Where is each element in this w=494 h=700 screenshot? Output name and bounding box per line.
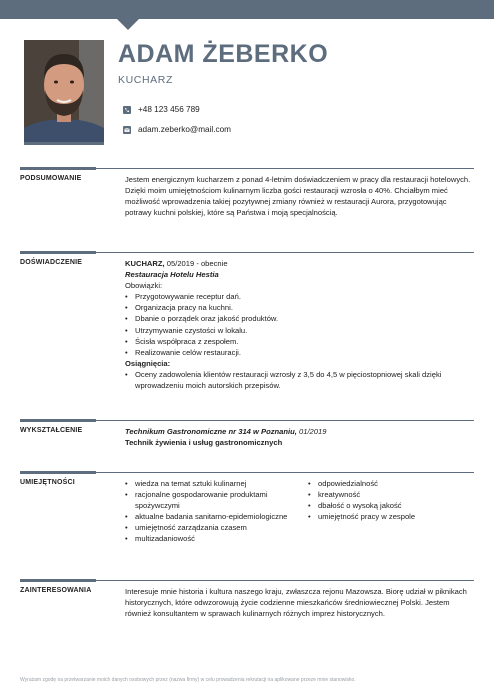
achievements-label: Osiągnięcia: (125, 358, 171, 368)
phone-row (123, 105, 200, 114)
job-title-text: KUCHARZ, (125, 259, 165, 268)
summary-section (20, 168, 474, 248)
list-item: • Przygotowywanie receptur dań. (125, 291, 474, 302)
list-item: • aktualne badania sanitarno-epidemiologiczne (125, 511, 308, 522)
list-item: • Organizacja pracy na kuchni. (125, 302, 474, 313)
section-divider (20, 252, 474, 253)
email-row (123, 125, 231, 134)
list-item: • wiedza na temat sztuki kulinarnej (125, 478, 308, 489)
job-dates: 05/2019 - obecnie (164, 259, 228, 268)
achievements-list (125, 369, 474, 391)
top-banner-notch (116, 18, 140, 30)
list-item: • odpowiedzialność (308, 478, 468, 489)
list-item: • Oceny zadowolenia klientów restauracji wzrosły z 3,5 do 4,5 w pięciostopniowej skali dzięki wprowadzeniu moich autorskich przepisów. (125, 369, 474, 391)
education-heading: WYKSZTAŁCENIE (20, 427, 83, 434)
list-item: • Realizowanie celów restauracji. (125, 347, 474, 358)
list-item: • racjonalne gospodarowanie produktami spożywczymi (125, 489, 308, 511)
section-divider (20, 472, 474, 473)
skills-list-right (308, 478, 468, 545)
interests-text: Interesuje mnie historia i kultura naszego kraju, zwłaszcza rejonu Mazowsza. Biorę udział w piknikach historycznych, które odwzorowują życie codzienne mieszkańców średniowiecznej Polski. Jestem również konsultantem w sprawach kulinarnych różnych imprez historycznych. (125, 587, 467, 619)
skills-list-left (125, 478, 308, 545)
skills-heading: UMIEJĘTNOŚCI (20, 479, 75, 486)
education-section (20, 420, 474, 462)
top-banner (0, 0, 494, 19)
interests-heading: ZAINTERESOWANIA (20, 587, 92, 594)
envelope-icon (123, 126, 131, 134)
list-item: • multizadaniowość (125, 533, 308, 544)
skills-section (20, 472, 474, 572)
list-item: • Utrzymywanie czystości w lokalu. (125, 325, 474, 336)
duties-label: Obowiązki: (125, 281, 163, 291)
summary-heading: PODSUMOWANIE (20, 175, 82, 182)
list-item: • dbałość o wysoką jakość (308, 500, 468, 511)
section-divider (20, 420, 474, 421)
profile-photo (24, 40, 104, 145)
gdpr-consent-clause: Wyrażam zgodę na przetwarzanie moich danych osobowych przez (nazwa firmy) w celu prowadzenia rekrutacji na aplikowane przeze mnie stanowisko. (20, 677, 356, 683)
phone-number[interactable]: +48 123 456 789 (138, 105, 200, 114)
candidate-name: ADAM ŻEBERKO (118, 40, 329, 68)
email-address[interactable]: adam.zeberko@mail.com (138, 125, 231, 134)
job-title: KUCHARZ (118, 74, 173, 86)
list-item: • kreatywność (308, 489, 468, 500)
education-dates: 01/2019 (296, 427, 327, 436)
education-field: Technik żywienia i usług gastronomicznych (125, 438, 283, 448)
interests-section (20, 580, 474, 652)
list-item: • Dbanie o porządek oraz jakość produktów. (125, 313, 474, 324)
section-divider (20, 168, 474, 169)
list-item: • umiejętność pracy w zespole (308, 511, 468, 522)
school-name: Technikum Gastronomiczne nr 314 w Poznaniu, (125, 427, 297, 436)
job-line (125, 258, 474, 269)
experience-heading: DOŚWIADCZENIE (20, 259, 83, 266)
school-line (125, 426, 474, 437)
list-item: • Ścisła współpraca z zespołem. (125, 336, 474, 347)
phone-icon (123, 106, 131, 114)
employer: Restauracja Hotelu Hestia (125, 270, 219, 280)
summary-text: Jestem energicznym kucharzem z ponad 4-letnim doświadczeniem w pracy dla restauracji hotelowych. Dzięki moim umiejętnościom kulinarnym liczba gości restauracji wzrosła o 40%. Chciałbym mieć możliwość wprowadzenia takiej pozytywnej zmiany również w restauracji Aurora, przygotowując potrawy kuchni polskiej, które są Państwa i moją specjalnością. (125, 175, 471, 218)
duties-list (125, 291, 474, 358)
list-item: • umiejętność zarządzania czasem (125, 522, 308, 533)
experience-section (20, 252, 474, 412)
section-divider (20, 580, 474, 581)
